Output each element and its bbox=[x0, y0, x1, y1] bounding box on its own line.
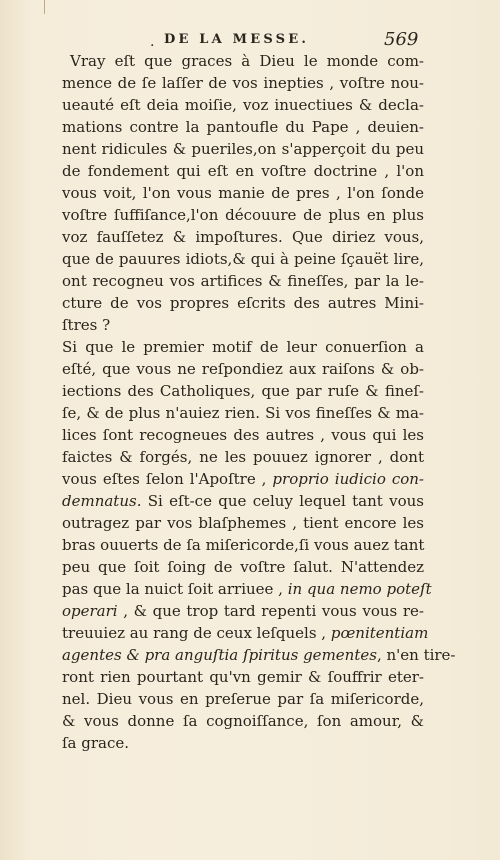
text-line: bras ouuerts de ſa miſericorde,ſi vous auez tant bbox=[62, 536, 425, 554]
text-line: cture de vos propres eſcrits des autres Mini- bbox=[62, 294, 424, 312]
text-line: iections des Catholiques, que par ruſe & fineſ- bbox=[62, 382, 424, 400]
text-line-mixed bbox=[62, 644, 456, 666]
text-segment: Si eſt-ce que celuy lequel tant vous bbox=[141, 492, 424, 510]
text-line: nent ridicules & pueriles,on s'apperçoit du peu bbox=[62, 140, 424, 158]
header-mark: . bbox=[150, 34, 155, 50]
text-line: faictes & forgés, ne les pouuez ignorer , dont bbox=[62, 448, 424, 466]
text-line: vous voit, l'on vous manie de pres , l'on ſonde bbox=[62, 184, 424, 202]
latin-quote: in qua nemo poteſt bbox=[287, 580, 432, 598]
body-text bbox=[62, 50, 456, 754]
paragraph-2 bbox=[62, 336, 456, 754]
text-line: voz fauſſetez & impoſtures. Que diriez vous, bbox=[62, 228, 424, 246]
text-line-mixed bbox=[62, 468, 424, 490]
text-segment: , n'en tire- bbox=[376, 646, 456, 664]
text-line: outragez par vos blaſphemes , tient encore les bbox=[62, 514, 424, 532]
text-segment: , & que trop tard repenti vous vous re- bbox=[117, 602, 424, 620]
text-line: ront rien pourtant qu'vn gemir & ſouffrir eter- bbox=[62, 668, 424, 686]
header-title: DE LA MESSE. bbox=[164, 32, 310, 47]
text-line-mixed bbox=[62, 600, 424, 622]
latin-quote: operari bbox=[62, 602, 118, 620]
text-line: & vous donne ſa cognoiſſance, ſon amour, & bbox=[62, 712, 424, 730]
text-line: lices ſont recogneues des autres , vous qui les bbox=[62, 426, 424, 444]
page-edge-mark bbox=[44, 0, 45, 14]
text-line-mixed bbox=[62, 622, 429, 644]
text-line: nel. Dieu vous en preſerue par ſa miſericorde, bbox=[62, 690, 424, 708]
text-line-mixed bbox=[62, 490, 424, 512]
text-line: ſe, & de plus n'auiez rien. Si vos fineſſes & ma- bbox=[62, 404, 424, 422]
text-line: ont recogneu vos artifices & fineſſes, par la le- bbox=[62, 272, 424, 290]
text-line: mence de ſe laſſer de vos inepties , voſtre nou- bbox=[62, 74, 424, 92]
running-header bbox=[62, 30, 422, 52]
text-line: Si que le premier motif de leur conuerſion a bbox=[62, 338, 424, 356]
text-segment: pas que la nuict ſoit arriuee , bbox=[62, 580, 288, 598]
text-line: ueauté eſt deia moiſie, voz inuectiues & decla- bbox=[62, 96, 424, 114]
text-line: Vray eſt que graces à Dieu le monde com- bbox=[70, 52, 424, 70]
text-line: eſté, que vous ne reſpondiez aux raiſons & ob- bbox=[62, 360, 424, 378]
text-segment: vous eſtes ſelon l'Apoſtre , bbox=[62, 470, 273, 488]
text-line: ſa grace. bbox=[62, 734, 130, 752]
text-segment: treuuiez au rang de ceux leſquels , bbox=[62, 624, 331, 642]
text-line: de fondement qui eſt en voſtre doctrine , l'on bbox=[62, 162, 424, 180]
page-number: 569 bbox=[384, 29, 419, 50]
text-line: ſtres ? bbox=[62, 316, 111, 334]
latin-quote: pœnitentiam bbox=[330, 624, 429, 642]
latin-quote: demnatus. bbox=[62, 492, 142, 510]
text-line: que de pauures idiots,& qui à peine ſçauët lire, bbox=[62, 250, 424, 268]
text-line-mixed bbox=[62, 578, 432, 600]
text-line: voſtre ſuffiſance,l'on découure de plus en plus bbox=[62, 206, 424, 224]
text-line: mations contre la pantoufle du Pape , deuien- bbox=[62, 118, 424, 136]
paragraph-1 bbox=[62, 50, 424, 336]
latin-quote: proprio iudicio con- bbox=[272, 470, 425, 488]
latin-quote: agentes & pra anguſtia ſpiritus gementes bbox=[62, 646, 377, 664]
text-line: peu que ſoit ſoing de voſtre ſalut. N'attendez bbox=[62, 558, 424, 576]
